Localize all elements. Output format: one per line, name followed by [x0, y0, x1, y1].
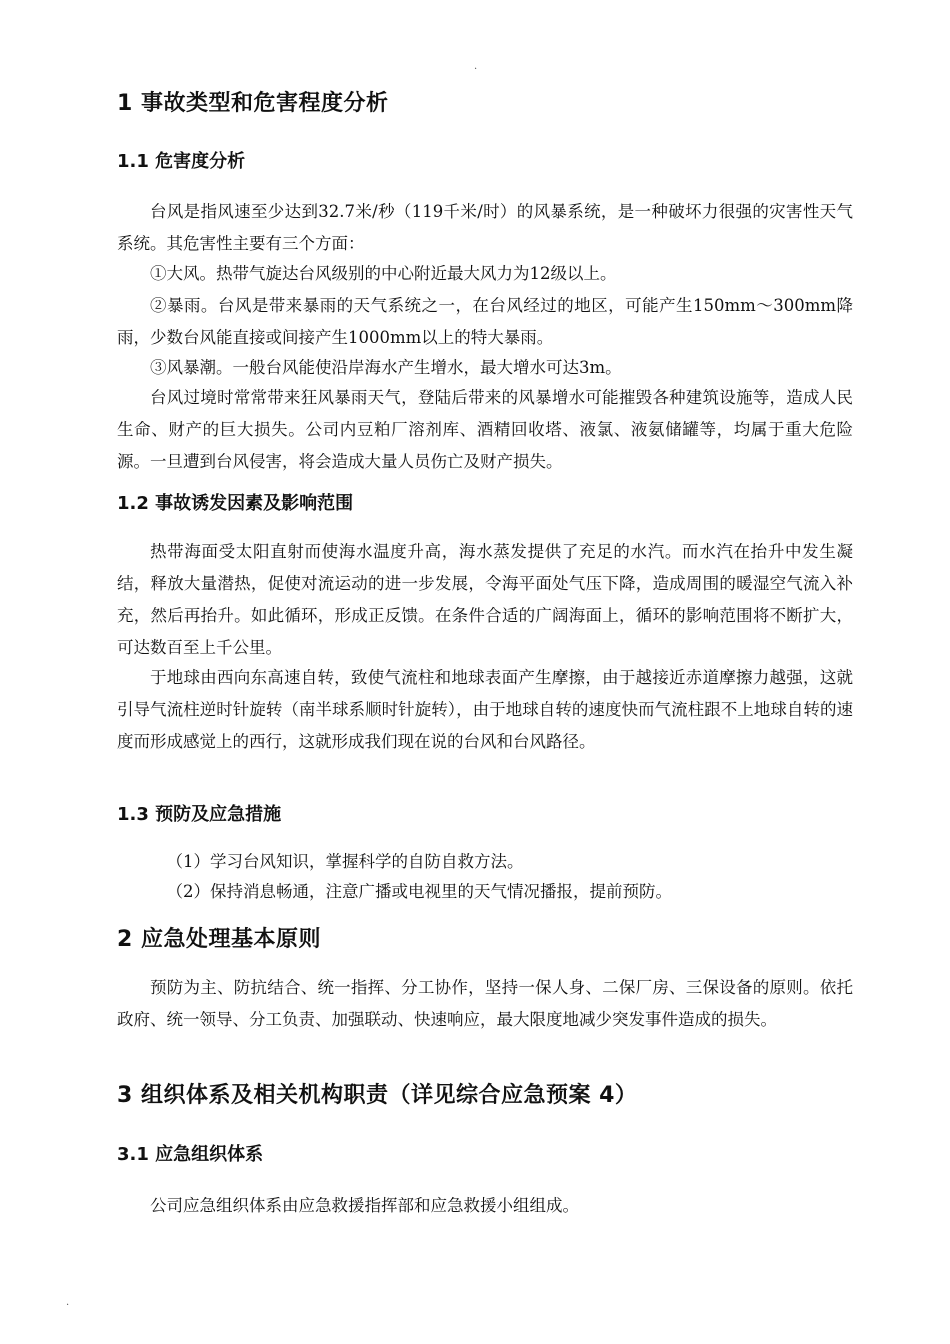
section-1-title: 1 事故类型和危害程度分析: [117, 91, 389, 116]
section-3-title: 3 组织体系及相关机构职责（详见综合应急预案 4）: [117, 1083, 638, 1108]
section-1-1-title: 1.1 危害度分析: [117, 151, 246, 172]
section-1-1-item-2: ②暴雨。台风是带来暴雨的天气系统之一，在台风经过的地区，可能产生150mm～300mm降雨，少数台风能直接或间接产生1000mm以上的特大暴雨。: [117, 296, 853, 347]
section-1-1-paragraph-2: 台风过境时常常带来狂风暴雨天气，登陆后带来的风暴增水可能摧毁各种建筑设施等，造成人民生命、财产的巨大损失。公司内豆粕厂溶剂库、酒精回收塔、液氯、液氨储罐等，均属于重大危险源。一旦遭到台风侵害，将会造成大量人员伤亡及财产损失。: [117, 388, 853, 471]
section-1-1-item-3: ③风暴潮。一般台风能使沿岸海水产生增水，最大增水可达3m。: [150, 358, 622, 377]
section-2-paragraph-1: 预防为主、防抗结合、统一指挥、分工协作，坚持一保人身、二保厂房、三保设备的原则。依托政府、统一领导、分工负责、加强联动、快速响应，最大限度地减少突发事件造成的损失。: [117, 978, 853, 1029]
section-1-3-item-1: （1）学习台风知识，掌握科学的自防自救方法。: [166, 852, 524, 871]
section-1-3-item-2: （2）保持消息畅通，注意广播或电视里的天气情况播报，提前预防。: [166, 882, 672, 901]
section-1-1-item-1: ①大风。热带气旋达台风级别的中心附近最大风力为12级以上。: [150, 264, 617, 283]
section-1-1-paragraph-1: 台风是指风速至少达到32.7米/秒（119千米/时）的风暴系统，是一种破坏力很强的灾害性天气系统。其危害性主要有三个方面：: [117, 202, 853, 253]
section-1-2-paragraph-2: 于地球由西向东高速自转，致使气流柱和地球表面产生摩擦，由于越接近赤道摩擦力越强，这就引导气流柱逆时针旋转（南半球系顺时针旋转），由于地球自转的速度快而气流柱跟不上地球自转的速度而形成感觉上的西行，这就形成我们现在说的台风和台风路径。: [117, 668, 853, 751]
section-1-3-title: 1.3 预防及应急措施: [117, 804, 282, 825]
section-2-title: 2 应急处理基本原则: [117, 927, 321, 952]
footer-dot: .: [66, 1297, 70, 1308]
section-3-1-paragraph-1: 公司应急组织体系由应急救援指挥部和应急救援小组组成。: [150, 1196, 579, 1215]
header-dot: .: [474, 61, 478, 72]
section-3-1-title: 3.1 应急组织体系: [117, 1144, 264, 1165]
section-1-2-title: 1.2 事故诱发因素及影响范围: [117, 493, 354, 514]
section-1-2-paragraph-1: 热带海面受太阳直射而使海水温度升高，海水蒸发提供了充足的水汽。而水汽在抬升中发生凝结，释放大量潜热，促使对流运动的进一步发展，令海平面处气压下降，造成周围的暖湿空气流入补充，然后再抬升。如此循环，形成正反馈。在条件合适的广阔海面上，循环的影响范围将不断扩大，可达数百至上千公里。: [117, 542, 853, 657]
